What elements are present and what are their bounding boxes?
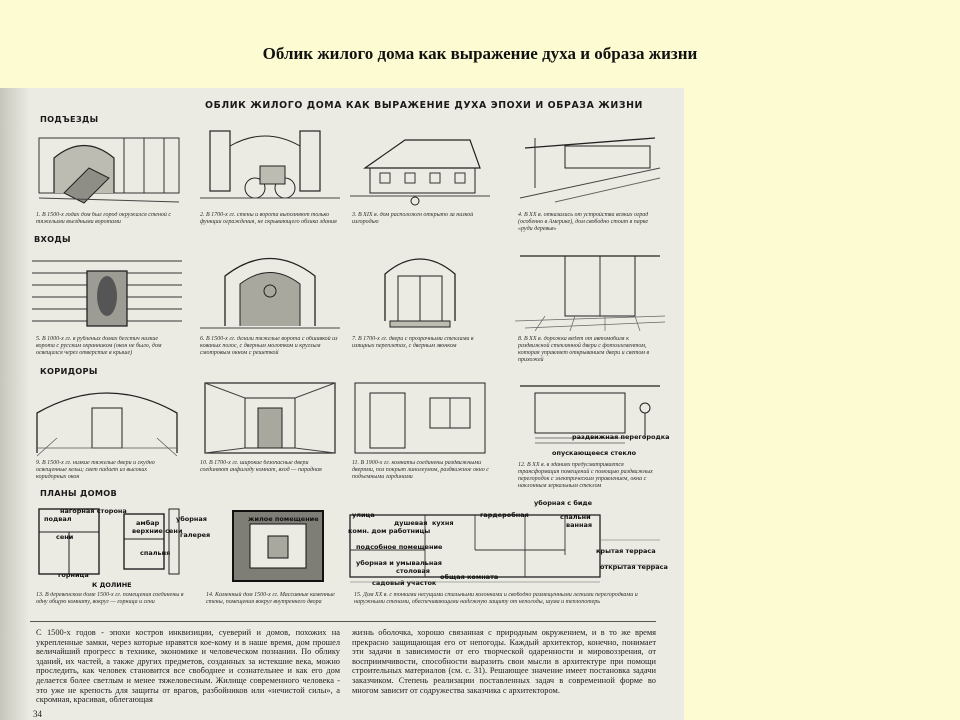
label-zhiloe: жилое помещение — [248, 515, 319, 523]
caption-14: 14. Каменный дом 1500-х гг. Массивные каменные стены, помещения вокруг внутреннего двора — [206, 592, 335, 605]
illustration-iron-gate — [200, 246, 340, 331]
label-podval: подвал — [44, 515, 72, 523]
illustration-open-gate — [200, 126, 340, 206]
label-spalnya: спальня — [140, 549, 171, 557]
caption-7: 7. В 1700-х гг. двери с прозрачными стеклами в изящных переплетах, с дверным звонком — [352, 336, 474, 349]
illustration-hall-enfilade — [200, 378, 340, 458]
illustration-house-fence — [350, 128, 490, 206]
label-otkrytaya: открытая терраса — [600, 563, 668, 571]
caption-3: 3. В XIX в. дом расположен открыто за низкой изгородью — [352, 212, 474, 225]
label-obshaya: общая комната — [440, 573, 499, 581]
divider — [30, 621, 656, 622]
label-k-doline: К ДОЛИНЕ — [92, 581, 132, 589]
scan-header: ОБЛИК ЖИЛОГО ДОМА КАК ВЫРАЖЕНИЕ ДУХА ЭПОХИ И ОБРАЗА ЖИЗНИ — [205, 100, 643, 111]
label-garderobnaya: гардеробная — [480, 511, 529, 519]
label-dushevaya: душевая — [394, 519, 428, 527]
label-podsobnoe: подсобное помещение — [356, 543, 443, 551]
label-lowering-glass: опускающееся стекло — [552, 449, 637, 457]
section-doors: ВХОДЫ — [34, 234, 71, 244]
caption-6: 6. В 1500-х гг. делали тяжелые ворота с обшивкой из кованых полос, с дверным молотком и круглым смотровым окном с решеткой — [200, 336, 338, 356]
section-corridors: КОРИДОРЫ — [40, 366, 98, 376]
illustration-modern-room — [515, 378, 665, 458]
scanned-page — [0, 88, 684, 720]
label-ulitsa: улица — [352, 511, 375, 519]
label-vannaya: ванная — [566, 521, 593, 529]
label-stolovaya: столовая — [396, 567, 430, 575]
label-sadovy: садовый участок — [372, 579, 437, 587]
caption-11: 11. В 1900-х гг. комнаты соединены раздвижными дверями, пол покрыт линолеумом, раздвижное окно с подъемными гардинами — [352, 460, 489, 480]
label-galereya: галерея — [180, 531, 211, 539]
caption-5: 5. В 1000-х гг. в рубленых домах бегстич низкие ворота с русским охранником (окон не было, дом освещался через отверстие в крыше) — [36, 336, 162, 356]
label-ubornaya-bide: уборная с биде — [534, 499, 593, 507]
caption-8: 8. В XX в. дорожка ведет от автомобиля к раздвижной стеклянной двери с фотоэлементом, которая управляет открыванием двери и светом в прихожей — [518, 336, 650, 363]
label-ambar: амбар — [136, 519, 160, 527]
illustration-room-sliding-doors — [350, 378, 490, 458]
label-seni: сени — [56, 533, 74, 541]
label-kukhnya: кухня — [432, 519, 454, 527]
label-spalni: спальни — [560, 513, 591, 521]
caption-9: 9. В 1500-х гг. низкие тяжелые двери и скудно освещенные кельи; свет падает из высоких коридорных окон — [36, 460, 155, 480]
label-komn-dom: комн. дом работницы — [348, 527, 431, 535]
caption-1: 1. В 1500-х годах дом был город окружался стеной с тяжелыми въездными воротами — [36, 212, 172, 225]
label-nagornaya: нагорная сторона — [60, 507, 127, 515]
label-ubornaya-umyv: уборная и умывальная — [356, 559, 442, 567]
illustration-log-door — [32, 246, 182, 331]
caption-12: 12. В XX в. в зданиях предусматривается трансформация помещений с помощью раздвижных перегородок с электрическим управлением, окна с наклонным зеркальным стеклом — [518, 462, 653, 489]
slide-title: Облик жилого дома как выражение духа и образа жизни — [262, 44, 698, 63]
body-text-left: С 1500-х годов - эпохи костров инквизиции, суеверий и домов, похожих на укрепленные замки, через которые нравятся кое-кому и в наше время, дом прошел величайший прогресс в технике, экономике и человеческом познании. По облику зданий, их частей, а также других предметов, созданных за истекшие века, можно проследить, как человек становится все свободнее и сознательнее и как его дом делается более светлым и менее тяжеловесным. Жилище современного человека - это уже не крепость для защиты от врагов, разбойников или «нечистой силы», а скромная, красивая, облегающая — [36, 628, 340, 705]
caption-4: 4. В XX в. отказались от устройства всяких оград (особенно в Америке), дом свободно стоит в парке «руди деревья» — [518, 212, 649, 232]
label-ubornaya: уборная — [176, 515, 207, 523]
page-shadow — [0, 88, 30, 720]
illustration-castle-gate — [34, 128, 184, 208]
caption-13: 13. В деревенском доме 1500-х гг. помещения соединены в одну общую комнату, вокруг — горница и сени — [36, 592, 184, 605]
section-plans: ПЛАНЫ ДОМОВ — [40, 488, 118, 498]
illustration-open-lawn — [515, 128, 665, 206]
section-entrances: ПОДЪЕЗДЫ — [40, 114, 99, 124]
page-number: 34 — [33, 709, 42, 719]
illustration-vaulted-corridor — [32, 378, 182, 458]
label-gornitsa: горница — [58, 571, 89, 579]
body-text-right: жизнь оболочка, хорошо связанная с природным окружением, и в то же время прекрасно защищающая его от непогоды. Каждый архитектор, конечно, понимает эти задачи в зависимости от его творческой одаренности и мировоззрения, от восприимчивости, способности выразить свои мысли в архитектуре при помощи строительных материалов (см. с. 31). Решающее значение имеет постановка задачи заказчиком. Степень реализации поставленных задач в современной форме во многом зависит от содружества заказчика с архитектором. — [352, 628, 656, 695]
label-verkhnie-seni: верхние сени — [132, 527, 183, 535]
caption-15: 15. Дом XX в. с тонкими несущими стальными колоннами и свободно размещенными легкими перегородками и наружными стенами, обеспечивающими надежную защиту от непогоды, шума и теплопотерь — [354, 592, 638, 605]
illustration-sliding-door — [515, 246, 665, 331]
caption-2: 2. В 1700-х гг. стены и ворота выполняют только функции ограждения, не скрывающего облика здания — [200, 212, 337, 225]
label-krytaya: крытая терраса — [596, 547, 656, 555]
illustration-glass-door — [350, 246, 490, 331]
caption-10: 10. В 1700-х гг. широкие безопасные двери соединяют анфиладу комнат, вход — парадная — [200, 460, 322, 473]
label-sliding-partition: раздвижная перегородка — [572, 433, 670, 441]
